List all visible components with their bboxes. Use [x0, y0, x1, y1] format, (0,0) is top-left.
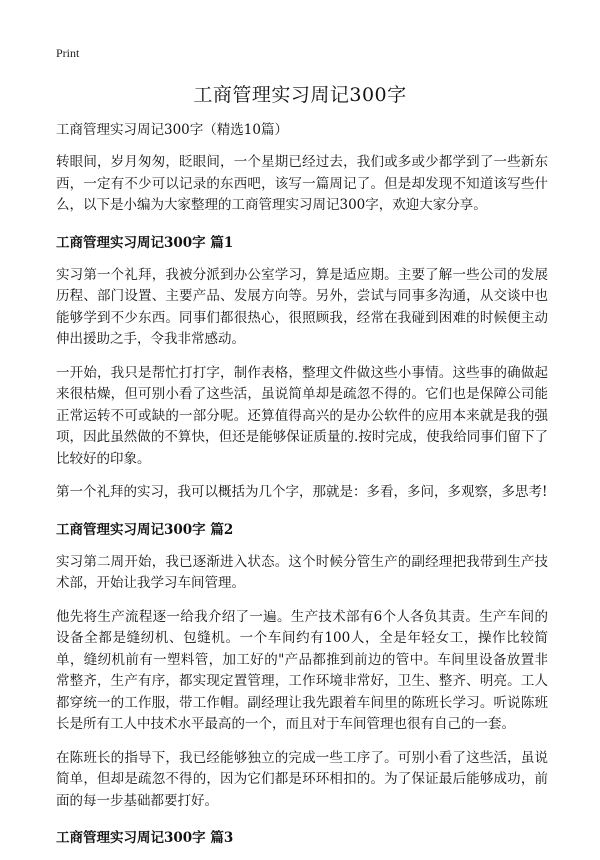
- print-label[interactable]: Print: [56, 46, 80, 60]
- intro-paragraph: 转眼间，岁月匆匆，眨眼间，一个星期已经过去，我们或多或少都学到了一些新东西，一定有不少可以记录的东西吧，该写一篇周记了。但是却发现不知道该写些什么，以下是小编为大家整理的工商管理实习周记300字，欢迎大家分享。: [56, 154, 548, 213]
- section-heading: 工商管理实习周记300字 篇1: [56, 234, 234, 251]
- section-paragraph: 一开始，我只是帮忙打打字，制作表格，整理文件做这些小事情。这些事的确做起来很枯燥，但可别小看了这些活，虽说简单却是疏忽不得的。它们也是保障公司能正常运转不可或缺的一部分呢。还算值得高兴的是办公软件的应用本来就是我的强项，因此虽然做的不算快，但还是能够保证质量的.按时完成，使我给同事们留下了比较好的印象。: [56, 364, 548, 467]
- document-title: 工商管理实习周记300字: [193, 84, 407, 106]
- document-body: [56, 120, 548, 860]
- section-heading: 工商管理实习周记300字 篇2: [56, 521, 234, 538]
- section-paragraph: 第一个礼拜的实习，我可以概括为几个字，那就是：多看，多问，多观察，多思考!: [56, 484, 548, 500]
- section-paragraph: 他先将生产流程逐一给我介绍了一遍。生产技术部有6个人各负其责。生产车间的设备全都是缝纫机、包缝机。一个车间约有100人，全是年轻女工，操作比较简单，缝纫机前有一塑料管，加工好的"产品都推到前边的管中。车间里设备放置非常整齐，生产有序，都实现定置管理，工作环境非常好，卫生、整齐、明亮。工人都穿统一的工作服，带工作帽。副经理让我先跟着车间里的陈班长学习。听说陈班长是所有工人中技术水平最高的一个，而且对于车间管理也很有自己的一套。: [56, 608, 548, 732]
- document-subtitle: 工商管理实习周记300字（精选10篇）: [56, 122, 288, 138]
- section-heading: 工商管理实习周记300字 篇3: [56, 830, 234, 846]
- section-paragraph: 在陈班长的指导下，我已经能够独立的完成一些工序了。可别小看了这些活，虽说简单，但却是疏忽不得的，因为它们都是环环相扣的。为了保证最后能够成功，前面的每一步基础都要打好。: [56, 749, 548, 809]
- section-paragraph: 实习第二周开始，我已逐渐进入状态。这个时候分管生产的副经理把我带到生产技术部，开始让我学习车间管理。: [56, 553, 548, 591]
- section-paragraph: 实习第一个礼拜，我被分派到办公室学习，算是适应期。主要了解一些公司的发展历程、部门设置、主要产品、发展方向等。另外，尝试与同事多沟通，从交谈中也能够学到不少东西。同事们都很热心，很照顾我，经常在我碰到困难的时候便主动伸出援助之手，令我非常感动。: [56, 266, 548, 347]
